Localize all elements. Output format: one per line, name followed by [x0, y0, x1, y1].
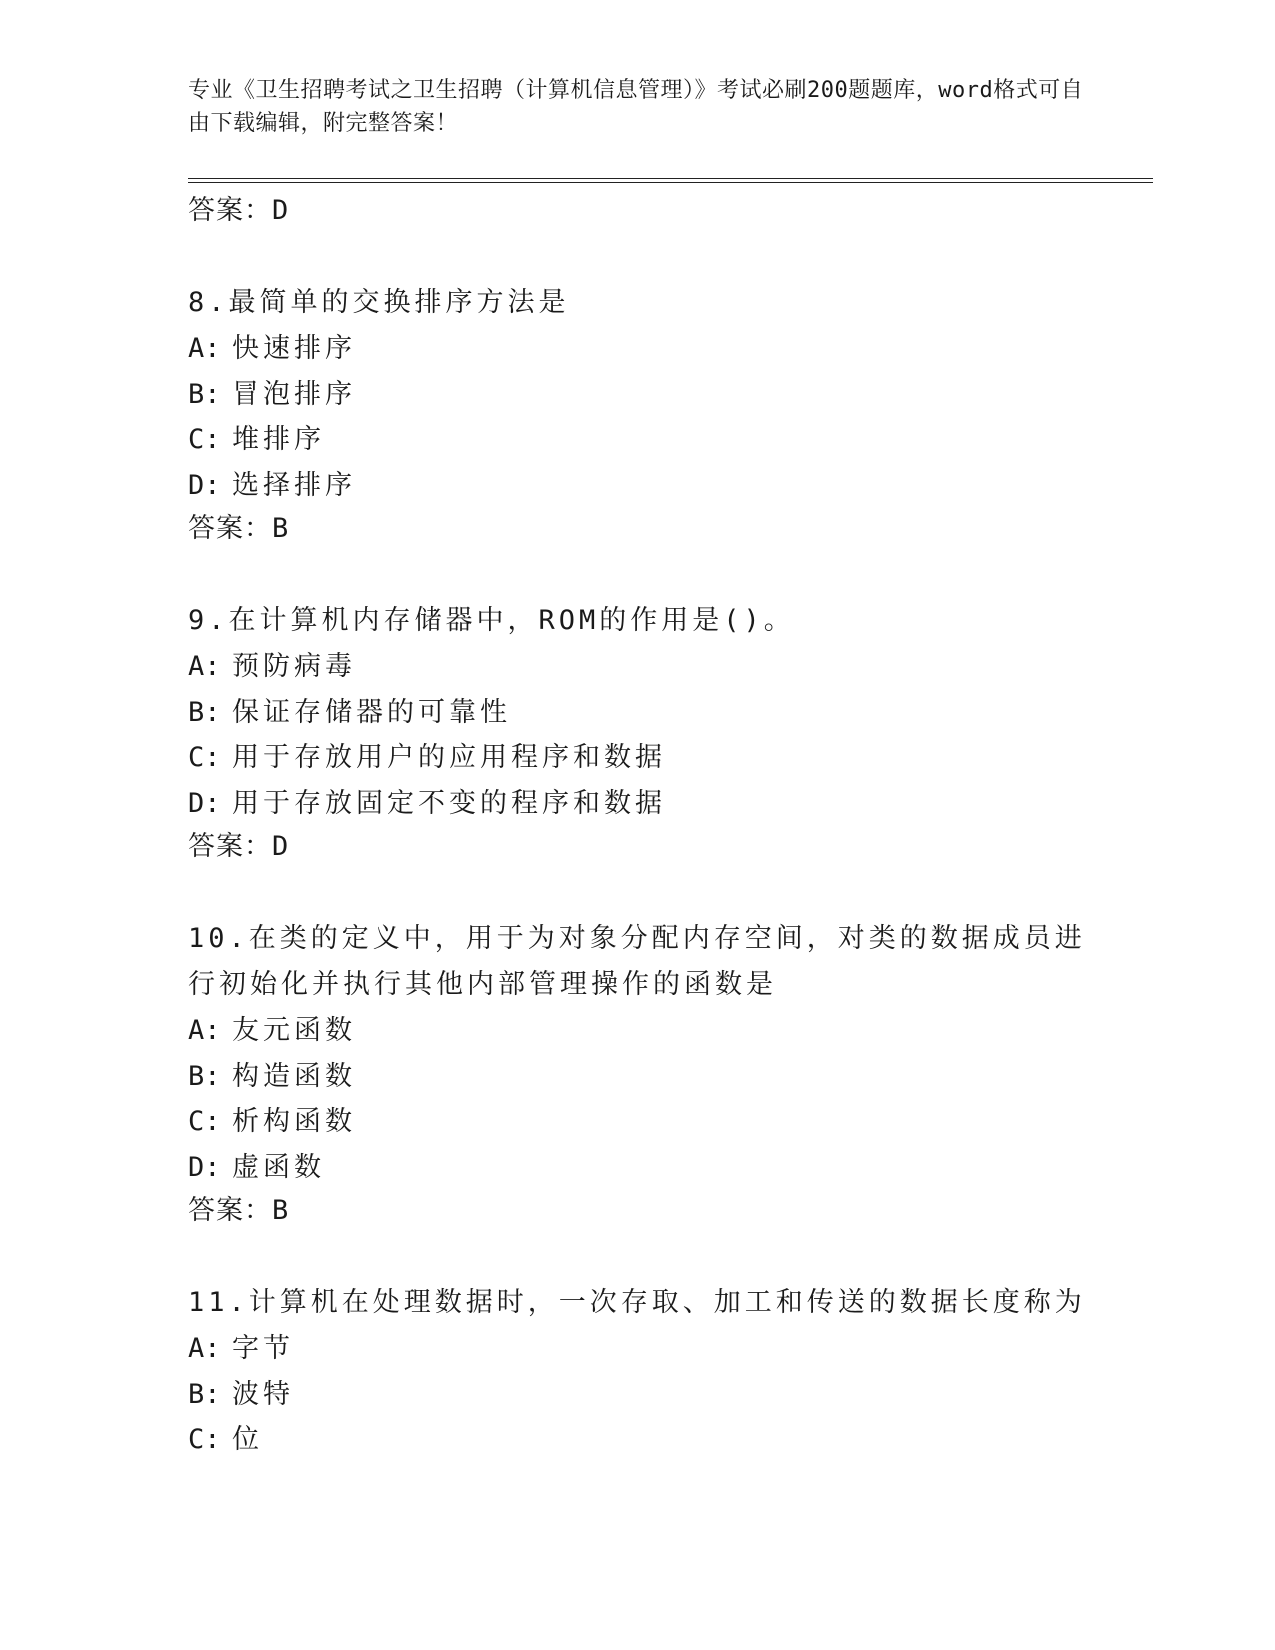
- option-text: 波特: [232, 1378, 294, 1410]
- option-c: [188, 1099, 1088, 1145]
- document-intro: 专业《卫生招聘考试之卫生招聘（计算机信息管理）》考试必刷200题题库，word格式可自由下载编辑，附完整答案！: [188, 78, 1084, 136]
- option-text: 友元函数: [232, 1015, 356, 1046]
- option-text: 字节: [232, 1333, 294, 1364]
- question-stem: 11.计算机在处理数据时，一次存取、加工和传送的数据长度称为: [188, 1287, 1086, 1318]
- answer-line: 答案：D: [188, 831, 290, 862]
- option-text: 堆排序: [232, 424, 325, 455]
- answer-line: 答案：B: [188, 513, 290, 544]
- option-text: 构造函数: [232, 1060, 356, 1092]
- option-text: 冒泡排序: [232, 378, 356, 410]
- option-b: [188, 1372, 1088, 1418]
- question-stem: 9.在计算机内存储器中，ROM的作用是()。: [188, 605, 795, 636]
- option-text: 用于存放固定不变的程序和数据: [232, 787, 666, 819]
- option-key: C:: [188, 1424, 221, 1455]
- answer-line: 答案：B: [188, 1195, 290, 1226]
- option-b: [188, 1054, 1088, 1100]
- option-d: [188, 781, 1088, 827]
- option-d: [188, 1145, 1088, 1191]
- option-text: 保证存储器的可靠性: [232, 696, 511, 728]
- option-c: [188, 735, 1088, 781]
- option-c: [188, 1417, 1088, 1463]
- option-text: 用于存放用户的应用程序和数据: [232, 742, 666, 773]
- question-list: [188, 190, 1088, 1463]
- option-key: C:: [188, 742, 221, 773]
- option-key: A:: [188, 333, 221, 364]
- header-rule-bottom: [188, 182, 1153, 183]
- option-a: [188, 1008, 1088, 1054]
- option-key: D:: [188, 469, 221, 501]
- option-a: [188, 326, 1088, 372]
- option-c: [188, 417, 1088, 463]
- option-text: 位: [232, 1424, 263, 1455]
- question-stem: 8.最简单的交换排序方法是: [188, 287, 570, 318]
- option-key: B:: [188, 696, 221, 728]
- option-key: B:: [188, 1378, 221, 1410]
- option-text: 析构函数: [232, 1106, 356, 1137]
- option-key: A:: [188, 651, 221, 682]
- option-key: C:: [188, 1106, 221, 1137]
- option-key: A:: [188, 1333, 221, 1364]
- option-a: [188, 644, 1088, 690]
- question-8: [188, 280, 1088, 550]
- option-b: [188, 372, 1088, 418]
- option-key: B:: [188, 378, 221, 410]
- option-text: 快速排序: [232, 333, 356, 364]
- previous-answer: 答案：D: [188, 195, 290, 226]
- option-key: C:: [188, 424, 221, 455]
- option-d: [188, 463, 1088, 509]
- question-11: [188, 1280, 1088, 1463]
- question-stem: 10.在类的定义中，用于为对象分配内存空间，对类的数据成员进行初始化并执行其他内部管理操作的函数是: [188, 923, 1086, 1000]
- option-text: 选择排序: [232, 469, 356, 501]
- option-key: A:: [188, 1015, 221, 1046]
- option-key: D:: [188, 787, 221, 819]
- option-b: [188, 690, 1088, 736]
- header-rule-top: [188, 178, 1153, 179]
- question-9: [188, 598, 1088, 868]
- option-text: 虚函数: [232, 1151, 325, 1183]
- option-key: D:: [188, 1151, 221, 1183]
- option-text: 预防病毒: [232, 651, 356, 682]
- question-10: [188, 916, 1088, 1232]
- option-key: B:: [188, 1060, 221, 1092]
- option-a: [188, 1326, 1088, 1372]
